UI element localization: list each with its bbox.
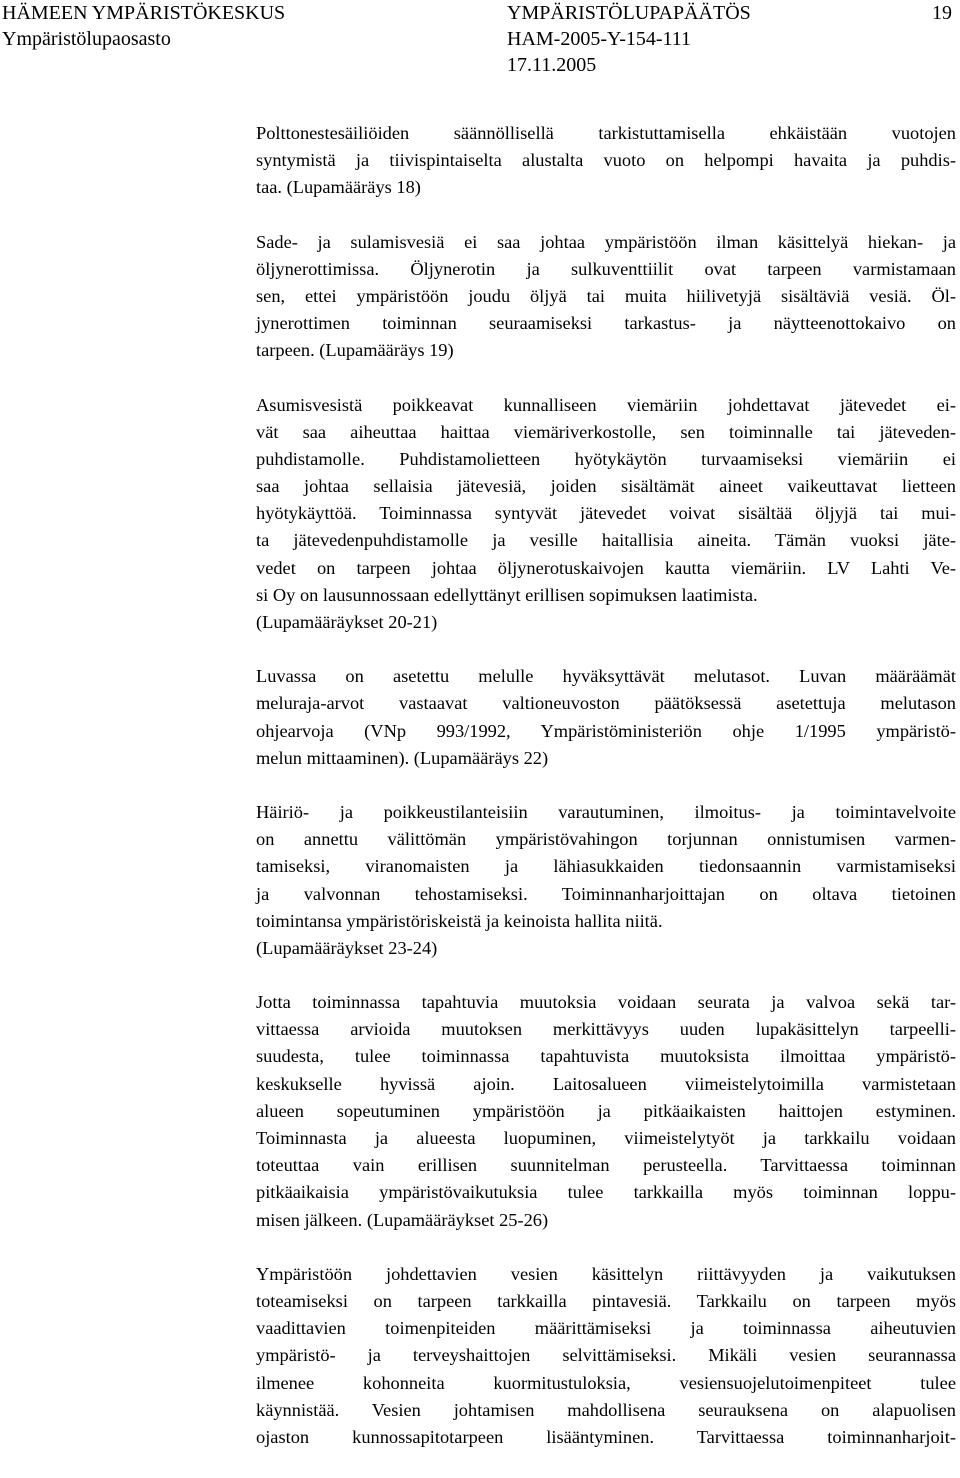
text-line: pitkäaikaisia ympäristövaikutuksia tulee tarkkailla myös toiminnan loppu- <box>256 1182 956 1203</box>
page-number: 19 <box>932 2 952 24</box>
text-line: käynnistää. Vesien johtamisen mahdollisena seurauksena on alapuolisen <box>256 1399 956 1420</box>
paragraph-stormwater <box>256 229 956 365</box>
text-line: (Lupamääräykset 20-21) <box>256 612 438 632</box>
text-line: (Lupamääräykset 23-24) <box>256 937 438 958</box>
header-left <box>2 0 285 52</box>
text-line: toteamiseksi on tarpeen tarkkailla pintavesiä. Tarkkailu on tarpeen myös <box>256 1290 956 1311</box>
text-line: sen, ettei ympäristöön joudu öljyä tai muita hiilivetyjä sisältäviä vesiä. Öl- <box>256 285 956 306</box>
paragraph-incidents <box>256 799 956 962</box>
text-line: tamiseksi, viranomaisten ja lähiasukkaiden tiedonsaannin varmistamiseksi <box>256 856 956 877</box>
text-line: syntymistä ja tiivispintaiselta alustalta vuoto on helpompi havaita ja puhdis- <box>256 150 956 171</box>
organization-name: HÄMEEN YMPÄRISTÖKESKUS <box>2 2 286 24</box>
text-line: ympäristö- ja terveyshaittojen selvittämiseksi. Mikäli vesien seurannassa <box>256 1345 956 1366</box>
text-line: alueen sopeutuminen ympäristöön ja pitkäaikaisten haittojen estyminen. <box>256 1100 956 1121</box>
paragraph-wastewater <box>256 392 956 637</box>
text-line: suudesta, tulee toiminnassa tapahtuvista muutoksista ilmoittaa ympäristö- <box>256 1046 956 1067</box>
document-date: 17.11.2005 <box>507 54 597 76</box>
text-line: jynerottimen toiminnan seuraamiseksi tarkastus- ja näytteenottokaivo on <box>256 313 956 334</box>
text-line: Sade- ja sulamisvesiä ei saa johtaa ympäristöön ilman käsittelyä hiekan- ja <box>256 231 956 252</box>
text-line: ilmenee kohonneita kuormitustuloksia, vesiensuojelutoimenpiteet tulee <box>256 1372 956 1393</box>
text-line: öljynerottimissa. Öljynerotin ja sulkuventtiilit ovat tarpeen varmistamaan <box>256 258 956 279</box>
text-line: saa johtaa sellaisia jätevesiä, joiden sisältämät aineet vaikeuttavat lietteen <box>256 476 956 497</box>
text-line: si Oy on lausunnossaan edellyttänyt erillisen sopimuksen laatimista. <box>256 584 758 605</box>
text-line: taa. (Lupamääräys 18) <box>256 177 421 198</box>
text-line: Toiminnasta ja alueesta luopuminen, viimeistelytyöt ja tarkkailu voidaan <box>256 1128 956 1148</box>
text-line: keskukselle hyvissä ajoin. Laitosalueen viimeistelytoimilla varmistetaan <box>256 1073 956 1094</box>
document-number: HAM-2005-Y-154-111 <box>507 28 692 50</box>
paragraph-changes <box>256 989 956 1234</box>
text-line: on annettu välittömän ympäristövahingon torjunnan onnistumisen varmen- <box>256 829 956 850</box>
paragraph-noise <box>256 663 956 772</box>
text-line: toimintansa ympäristöriskeistä ja keinoista hallita niitä. <box>256 910 663 931</box>
text-line: hyötykäyttöä. Toiminnassa syntyvät jätevedet voivat sisältää öljyjä tai mui- <box>256 503 956 524</box>
text-line: ohjearvoja (VNp 993/1992, Ympäristöministeriön ohje 1/1995 ympäristö- <box>256 720 956 741</box>
text-line: Polttonestesäiliöiden säännöllisellä tarkistuttamisella ehkäistään vuotojen <box>256 123 956 143</box>
page-header <box>0 0 960 80</box>
text-line: vedet on tarpeen johtaa öljynerotuskaivojen kautta viemäriin. LV Lahti Ve- <box>256 557 956 578</box>
text-line: ojaston kunnossapitotarpeen lisääntyminen. Tarvittaessa toiminnanharjoit- <box>256 1426 956 1447</box>
text-line: Luvassa on asetettu melulle hyväksyttävät melutasot. Luvan määräämät <box>256 666 956 687</box>
text-line: Ympäristöön johdettavien vesien käsittelyn riittävyyden ja vaikutuksen <box>256 1263 956 1284</box>
text-line: Asumisvesistä poikkeavat kunnalliseen viemäriin johdettavat jätevedet ei- <box>256 394 956 415</box>
text-line: puhdistamolle. Puhdistamolietteen hyötykäytön turvaamiseksi viemäriin ei <box>256 448 956 469</box>
document-type: YMPÄRISTÖLUPAPÄÄTÖS <box>507 2 751 24</box>
text-line: ja valvonnan tehostamiseksi. Toiminnanharjoittajan on oltava tietoinen <box>256 883 956 904</box>
document-body <box>256 120 956 1478</box>
header-middle <box>507 0 751 78</box>
department-name: Ympäristölupaosasto <box>2 28 171 50</box>
text-line: vittaessa arvioida muutoksen merkittävyys uuden lupakäsittelyn tarpeelli- <box>256 1019 956 1040</box>
text-line: melun mittaaminen). (Lupamääräys 22) <box>256 747 549 768</box>
text-line: ta jätevedenpuhdistamolle ja vesille haitallisia aineita. Tämän vuoksi jäte- <box>256 530 956 551</box>
paragraph-monitoring <box>256 1261 956 1451</box>
text-line: meluraja-arvot vastaavat valtioneuvoston päätöksessä asetettuja melutason <box>256 693 956 714</box>
text-line: vaadittavien toimenpiteiden määrittämiseksi ja toiminnassa aiheutuvien <box>256 1318 956 1339</box>
text-line: Jotta toiminnassa tapahtuvia muutoksia voidaan seurata ja valvoa sekä tar- <box>256 992 956 1013</box>
paragraph-fuel-tanks <box>256 120 956 202</box>
text-line: misen jälkeen. (Lupamääräykset 25-26) <box>256 1209 549 1230</box>
text-line: vät saa aiheuttaa haittaa viemäriverkostolle, sen toiminnalle tai jäteveden- <box>256 421 956 442</box>
text-line: toteuttaa vain erillisen suunnitelman perusteella. Tarvittaessa toiminnan <box>256 1155 956 1176</box>
text-line: Häiriö- ja poikkeustilanteisiin varautuminen, ilmoitus- ja toimintavelvoite <box>256 801 956 822</box>
text-line: tarpeen. (Lupamääräys 19) <box>256 340 454 361</box>
